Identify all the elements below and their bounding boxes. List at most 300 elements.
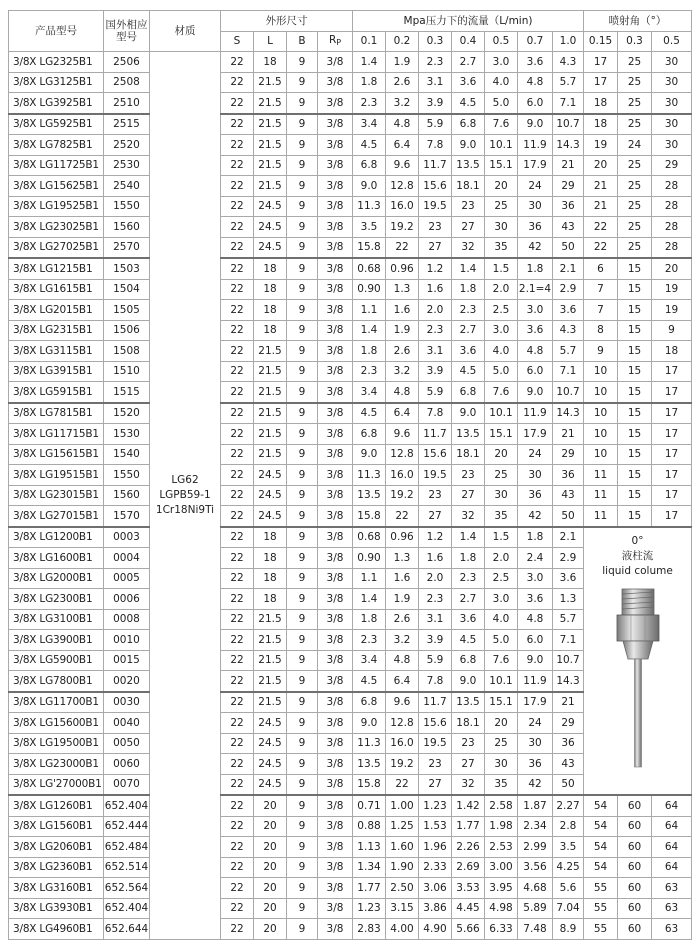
flow-cell: 6.33 xyxy=(485,919,518,940)
flow-cell: 10.7 xyxy=(553,382,584,403)
flow-cell: 15.8 xyxy=(353,506,386,527)
dimension-cell: 9 xyxy=(287,382,318,403)
intl-model-cell: 2530 xyxy=(104,155,150,176)
flow-cell: 5.66 xyxy=(452,919,485,940)
table-row xyxy=(9,300,692,321)
table-row xyxy=(9,506,692,527)
model-cell: 3/8X LG1560B1 xyxy=(9,816,104,837)
dimension-cell: 22 xyxy=(221,671,254,692)
flow-cell: 27 xyxy=(452,485,485,506)
dimension-cell: 9 xyxy=(287,176,318,197)
dimension-cell: 22 xyxy=(221,692,254,713)
flow-cell: 5.7 xyxy=(553,341,584,362)
flow-cell: 42 xyxy=(518,506,553,527)
intl-model-cell: 652.644 xyxy=(104,919,150,940)
flow-cell: 11.9 xyxy=(518,403,553,424)
flow-cell: 1.42 xyxy=(452,795,485,816)
flow-cell: 3.00 xyxy=(485,857,518,878)
angle-cell: 11 xyxy=(584,506,618,527)
intl-model-cell: 1508 xyxy=(104,341,150,362)
flow-cell: 10.1 xyxy=(485,403,518,424)
flow-cell: 3.2 xyxy=(386,630,419,651)
material-line: LG62 xyxy=(171,473,199,486)
flow-cell: 9.0 xyxy=(353,176,386,197)
angle-cell: 17 xyxy=(652,403,692,424)
model-cell: 3/8X LG23000B1 xyxy=(9,754,104,775)
header-dimensions: 外形尺寸 xyxy=(221,11,353,32)
flow-cell: 13.5 xyxy=(353,485,386,506)
dimension-cell: 20 xyxy=(254,795,287,816)
dimension-cell: 9 xyxy=(287,444,318,465)
angle-cell: 17 xyxy=(584,52,618,73)
flow-cell: 2.83 xyxy=(353,919,386,940)
dimension-cell: 3/8 xyxy=(318,361,353,382)
dimension-cell: 3/8 xyxy=(318,52,353,73)
flow-cell: 3.6 xyxy=(452,72,485,93)
intl-model-cell: 652.514 xyxy=(104,857,150,878)
flow-cell: 2.3 xyxy=(419,320,452,341)
model-cell: 3/8X LG2015B1 xyxy=(9,300,104,321)
flow-cell: 16.0 xyxy=(386,196,419,217)
flow-cell: 21 xyxy=(553,155,584,176)
flow-cell: 35 xyxy=(485,506,518,527)
intl-model-cell: 652.484 xyxy=(104,837,150,858)
dimension-cell: 3/8 xyxy=(318,93,353,114)
flow-cell: 6.4 xyxy=(386,403,419,424)
flow-cell: 15.6 xyxy=(419,713,452,734)
dimension-cell: 24.5 xyxy=(254,217,287,238)
flow-cell: 15.1 xyxy=(485,692,518,713)
dimension-cell: 22 xyxy=(221,733,254,754)
model-cell: 3/8X LG1200B1 xyxy=(9,527,104,548)
header-pressure: 0.2 xyxy=(386,31,419,52)
dimension-cell: 9 xyxy=(287,114,318,135)
angle-cell: 15 xyxy=(618,424,652,445)
dimension-cell: 22 xyxy=(221,217,254,238)
flow-cell: 4.3 xyxy=(553,320,584,341)
flow-cell: 6.4 xyxy=(386,671,419,692)
angle-cell: 20 xyxy=(584,155,618,176)
flow-cell: 32 xyxy=(452,774,485,795)
angle-cell: 54 xyxy=(584,816,618,837)
flow-cell: 1.4 xyxy=(353,52,386,73)
angle-cell: 55 xyxy=(584,919,618,940)
table-row xyxy=(9,237,692,258)
flow-cell: 2.6 xyxy=(386,609,419,630)
table-row xyxy=(9,878,692,899)
dimension-cell: 22 xyxy=(221,52,254,73)
intl-model-cell: 1560 xyxy=(104,217,150,238)
model-cell: 3/8X LG3925B1 xyxy=(9,93,104,114)
flow-cell: 3.0 xyxy=(518,300,553,321)
flow-cell: 3.6 xyxy=(518,320,553,341)
intl-model-cell: 2508 xyxy=(104,72,150,93)
dimension-cell: 3/8 xyxy=(318,609,353,630)
angle-cell: 17 xyxy=(652,382,692,403)
angle-cell: 55 xyxy=(584,878,618,899)
model-cell: 3/8X LG1215B1 xyxy=(9,258,104,279)
flow-cell: 23 xyxy=(419,754,452,775)
dimension-cell: 3/8 xyxy=(318,713,353,734)
dimension-cell: 22 xyxy=(221,258,254,279)
table-row xyxy=(9,403,692,424)
flow-cell: 1.6 xyxy=(419,279,452,300)
flow-cell: 9.0 xyxy=(518,114,553,135)
flow-cell: 1.23 xyxy=(419,795,452,816)
angle-cell: 19 xyxy=(652,279,692,300)
angle-cell: 60 xyxy=(618,898,652,919)
flow-cell: 3.2 xyxy=(386,93,419,114)
flow-cell: 1.96 xyxy=(419,837,452,858)
flow-cell: 2.3 xyxy=(353,630,386,651)
dimension-cell: 9 xyxy=(287,217,318,238)
flow-cell: 2.1 xyxy=(553,527,584,548)
flow-cell: 7.1 xyxy=(553,630,584,651)
flow-cell: 3.5 xyxy=(553,837,584,858)
angle-cell: 11 xyxy=(584,485,618,506)
flow-cell: 2.6 xyxy=(386,72,419,93)
flow-cell: 14.3 xyxy=(553,135,584,156)
flow-cell: 11.9 xyxy=(518,135,553,156)
angle-cell: 15 xyxy=(618,403,652,424)
flow-cell: 2.8 xyxy=(553,816,584,837)
flow-cell: 3.1 xyxy=(419,72,452,93)
dimension-cell: 22 xyxy=(221,857,254,878)
angle-cell: 64 xyxy=(652,816,692,837)
angle-cell: 7 xyxy=(584,300,618,321)
flow-cell: 5.6 xyxy=(553,878,584,899)
intl-model-cell: 1503 xyxy=(104,258,150,279)
dimension-cell: 18 xyxy=(254,320,287,341)
flow-cell: 3.53 xyxy=(452,878,485,899)
angle-cell: 6 xyxy=(584,258,618,279)
dimension-cell: 20 xyxy=(254,878,287,899)
header-model: 产品型号 xyxy=(9,11,104,52)
angle-cell: 60 xyxy=(618,878,652,899)
dimension-cell: 9 xyxy=(287,155,318,176)
dimension-cell: 22 xyxy=(221,444,254,465)
table-row xyxy=(9,485,692,506)
flow-cell: 14.3 xyxy=(553,671,584,692)
dimension-cell: 9 xyxy=(287,878,318,899)
dimension-cell: 3/8 xyxy=(318,485,353,506)
angle-cell: 63 xyxy=(652,878,692,899)
flow-cell: 4.8 xyxy=(386,114,419,135)
dimension-cell: 9 xyxy=(287,403,318,424)
dimension-cell: 18 xyxy=(254,527,287,548)
angle-cell: 15 xyxy=(618,361,652,382)
flow-cell: 2.5 xyxy=(485,300,518,321)
model-cell: 3/8X LG19515B1 xyxy=(9,465,104,486)
flow-cell: 2.9 xyxy=(553,279,584,300)
header-angle-pressure: 0.3 xyxy=(618,31,652,52)
header-dim-rp: RP xyxy=(318,31,353,52)
flow-cell: 1.9 xyxy=(386,52,419,73)
dimension-cell: 3/8 xyxy=(318,671,353,692)
flow-cell: 3.95 xyxy=(485,878,518,899)
nozzle-photo-icon xyxy=(608,587,668,772)
angle-cell: 63 xyxy=(652,898,692,919)
intl-model-cell: 0003 xyxy=(104,527,150,548)
dimension-cell: 22 xyxy=(221,155,254,176)
angle-cell: 25 xyxy=(618,217,652,238)
header-pressure: 1.0 xyxy=(553,31,584,52)
intl-model-cell: 0004 xyxy=(104,548,150,569)
dimension-cell: 3/8 xyxy=(318,754,353,775)
flow-cell: 27 xyxy=(452,217,485,238)
dimension-cell: 21.5 xyxy=(254,444,287,465)
flow-cell: 13.5 xyxy=(353,754,386,775)
flow-cell: 4.0 xyxy=(485,72,518,93)
flow-cell: 7.8 xyxy=(419,403,452,424)
intl-model-cell: 2515 xyxy=(104,114,150,135)
flow-cell: 11.9 xyxy=(518,671,553,692)
flow-cell: 25 xyxy=(485,196,518,217)
angle-cell: 25 xyxy=(618,52,652,73)
flow-cell: 27 xyxy=(452,754,485,775)
flow-cell: 4.00 xyxy=(386,919,419,940)
dimension-cell: 24.5 xyxy=(254,506,287,527)
angle-cell: 15 xyxy=(618,341,652,362)
dimension-cell: 24.5 xyxy=(254,754,287,775)
flow-cell: 1.4 xyxy=(353,320,386,341)
flow-cell: 1.6 xyxy=(386,300,419,321)
flow-cell: 1.98 xyxy=(485,816,518,837)
flow-cell: 4.5 xyxy=(353,135,386,156)
flow-cell: 1.6 xyxy=(386,568,419,589)
flow-cell: 10.1 xyxy=(485,671,518,692)
flow-cell: 15.8 xyxy=(353,774,386,795)
dimension-cell: 9 xyxy=(287,733,318,754)
flow-cell: 42 xyxy=(518,237,553,258)
intl-model-cell: 0070 xyxy=(104,774,150,795)
intl-model-cell: 1505 xyxy=(104,300,150,321)
flow-cell: 43 xyxy=(553,754,584,775)
liquid-column-angle: 0° xyxy=(631,534,644,547)
flow-cell: 11.7 xyxy=(419,155,452,176)
dimension-cell: 9 xyxy=(287,837,318,858)
angle-cell: 64 xyxy=(652,795,692,816)
angle-cell: 19 xyxy=(652,300,692,321)
intl-model-cell: 1520 xyxy=(104,403,150,424)
flow-cell: 4.0 xyxy=(485,341,518,362)
flow-cell: 2.33 xyxy=(419,857,452,878)
dimension-cell: 3/8 xyxy=(318,279,353,300)
flow-cell: 1.6 xyxy=(419,548,452,569)
flow-cell: 1.00 xyxy=(386,795,419,816)
flow-cell: 3.0 xyxy=(518,568,553,589)
flow-cell: 2.50 xyxy=(386,878,419,899)
dimension-cell: 22 xyxy=(221,589,254,610)
model-cell: 3/8X LG3115B1 xyxy=(9,341,104,362)
angle-cell: 15 xyxy=(618,485,652,506)
flow-cell: 9.6 xyxy=(386,692,419,713)
model-cell: 3/8X LG7800B1 xyxy=(9,671,104,692)
dimension-cell: 21.5 xyxy=(254,93,287,114)
flow-cell: 24 xyxy=(518,176,553,197)
dimension-cell: 9 xyxy=(287,857,318,878)
model-cell: 3/8X LG2360B1 xyxy=(9,857,104,878)
angle-cell: 60 xyxy=(618,816,652,837)
flow-cell: 1.8 xyxy=(518,258,553,279)
table-row xyxy=(9,465,692,486)
dimension-cell: 9 xyxy=(287,258,318,279)
angle-cell: 17 xyxy=(584,72,618,93)
angle-cell: 18 xyxy=(584,114,618,135)
header-material: 材质 xyxy=(150,11,221,52)
flow-cell: 0.90 xyxy=(353,279,386,300)
flow-cell: 23 xyxy=(452,196,485,217)
flow-cell: 20 xyxy=(485,713,518,734)
flow-cell: 30 xyxy=(518,196,553,217)
flow-cell: 27 xyxy=(419,506,452,527)
table-row xyxy=(9,135,692,156)
dimension-cell: 21.5 xyxy=(254,155,287,176)
flow-cell: 14.3 xyxy=(553,403,584,424)
flow-cell: 6.0 xyxy=(518,361,553,382)
table-row xyxy=(9,52,692,73)
model-cell: 3/8X LG19500B1 xyxy=(9,733,104,754)
intl-model-cell: 1570 xyxy=(104,506,150,527)
dimension-cell: 22 xyxy=(221,341,254,362)
dimension-cell: 3/8 xyxy=(318,548,353,569)
table-row xyxy=(9,320,692,341)
flow-cell: 16.0 xyxy=(386,733,419,754)
dimension-cell: 22 xyxy=(221,609,254,630)
dimension-cell: 18 xyxy=(254,548,287,569)
dimension-cell: 24.5 xyxy=(254,485,287,506)
flow-cell: 2.26 xyxy=(452,837,485,858)
angle-cell: 22 xyxy=(584,237,618,258)
flow-cell: 0.96 xyxy=(386,527,419,548)
angle-cell: 25 xyxy=(618,196,652,217)
flow-cell: 7.1 xyxy=(553,361,584,382)
intl-model-cell: 0015 xyxy=(104,650,150,671)
angle-cell: 9 xyxy=(652,320,692,341)
dimension-cell: 18 xyxy=(254,279,287,300)
dimension-cell: 3/8 xyxy=(318,176,353,197)
header-angle-pressure: 0.5 xyxy=(652,31,692,52)
angle-cell: 18 xyxy=(652,341,692,362)
flow-cell: 2.3 xyxy=(419,589,452,610)
flow-cell: 4.5 xyxy=(452,361,485,382)
flow-cell: 25 xyxy=(485,465,518,486)
flow-cell: 6.0 xyxy=(518,630,553,651)
flow-cell: 36 xyxy=(518,217,553,238)
flow-cell: 4.25 xyxy=(553,857,584,878)
table-row xyxy=(9,837,692,858)
header-dim-b: B xyxy=(287,31,318,52)
flow-cell: 4.45 xyxy=(452,898,485,919)
dimension-cell: 18 xyxy=(254,258,287,279)
flow-cell: 19.2 xyxy=(386,485,419,506)
flow-cell: 25 xyxy=(485,733,518,754)
flow-cell: 1.53 xyxy=(419,816,452,837)
flow-cell: 6.8 xyxy=(353,424,386,445)
model-cell: 3/8X LG23025B1 xyxy=(9,217,104,238)
intl-model-cell: 652.444 xyxy=(104,816,150,837)
dimension-cell: 9 xyxy=(287,300,318,321)
angle-cell: 28 xyxy=(652,237,692,258)
dimension-cell: 9 xyxy=(287,568,318,589)
intl-model-cell: 0030 xyxy=(104,692,150,713)
dimension-cell: 22 xyxy=(221,424,254,445)
angle-cell: 30 xyxy=(652,52,692,73)
flow-cell: 2.9 xyxy=(553,548,584,569)
angle-cell: 24 xyxy=(618,135,652,156)
angle-cell: 25 xyxy=(618,237,652,258)
flow-cell: 19.5 xyxy=(419,733,452,754)
table-row xyxy=(9,919,692,940)
flow-cell: 1.3 xyxy=(386,548,419,569)
table-row xyxy=(9,72,692,93)
dimension-cell: 9 xyxy=(287,919,318,940)
model-cell: 3/8X LG3100B1 xyxy=(9,609,104,630)
angle-cell: 54 xyxy=(584,837,618,858)
flow-cell: 6.0 xyxy=(518,93,553,114)
dimension-cell: 20 xyxy=(254,857,287,878)
angle-cell: 63 xyxy=(652,919,692,940)
flow-cell: 23 xyxy=(419,217,452,238)
flow-cell: 1.77 xyxy=(452,816,485,837)
flow-cell: 1.25 xyxy=(386,816,419,837)
header-intl-model: 国外相应型号 xyxy=(104,11,150,52)
flow-cell: 2.0 xyxy=(419,568,452,589)
dimension-cell: 3/8 xyxy=(318,898,353,919)
flow-cell: 5.7 xyxy=(553,609,584,630)
dimension-cell: 9 xyxy=(287,320,318,341)
flow-cell: 7.6 xyxy=(485,382,518,403)
dimension-cell: 22 xyxy=(221,135,254,156)
flow-cell: 1.60 xyxy=(386,837,419,858)
flow-cell: 10.7 xyxy=(553,650,584,671)
dimension-cell: 21.5 xyxy=(254,692,287,713)
dimension-cell: 9 xyxy=(287,93,318,114)
flow-cell: 4.5 xyxy=(353,403,386,424)
dimension-cell: 20 xyxy=(254,816,287,837)
flow-cell: 12.8 xyxy=(386,713,419,734)
table-row xyxy=(9,258,692,279)
header-pressure: 0.5 xyxy=(485,31,518,52)
flow-cell: 3.1 xyxy=(419,609,452,630)
angle-cell: 21 xyxy=(584,176,618,197)
table-row xyxy=(9,795,692,816)
dimension-cell: 18 xyxy=(254,589,287,610)
flow-cell: 17.9 xyxy=(518,692,553,713)
flow-cell: 3.15 xyxy=(386,898,419,919)
flow-cell: 9.0 xyxy=(518,650,553,671)
flow-cell: 11.3 xyxy=(353,465,386,486)
flow-cell: 30 xyxy=(518,465,553,486)
dimension-cell: 22 xyxy=(221,300,254,321)
flow-cell: 2.27 xyxy=(553,795,584,816)
header-dim-s: S xyxy=(221,31,254,52)
angle-cell: 25 xyxy=(618,93,652,114)
model-cell: 3/8X LG3900B1 xyxy=(9,630,104,651)
dimension-cell: 3/8 xyxy=(318,527,353,548)
flow-cell: 3.4 xyxy=(353,382,386,403)
model-cell: 3/8X LG1600B1 xyxy=(9,548,104,569)
angle-cell: 18 xyxy=(584,93,618,114)
dimension-cell: 22 xyxy=(221,816,254,837)
flow-cell: 13.5 xyxy=(452,692,485,713)
flow-cell: 1.87 xyxy=(518,795,553,816)
table-row xyxy=(9,217,692,238)
flow-cell: 4.90 xyxy=(419,919,452,940)
flow-cell: 2.7 xyxy=(452,320,485,341)
flow-cell: 36 xyxy=(518,485,553,506)
dimension-cell: 9 xyxy=(287,630,318,651)
